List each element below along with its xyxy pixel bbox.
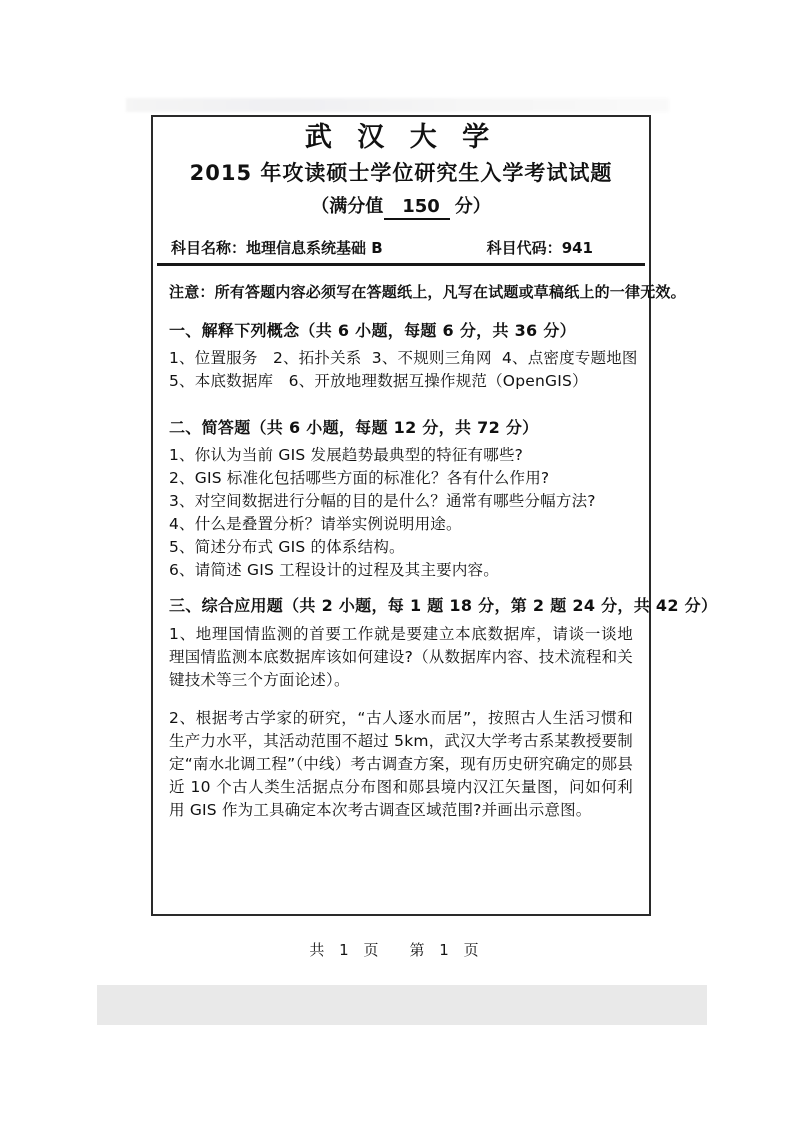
question-paragraph: 1、地理国情监测的首要工作就是要建立本底数据库，请谈一谈地理国情监测本底数据库该如何建设?（从数据库内容、技术流程和关键技术等三个方面论述）。 bbox=[169, 625, 633, 689]
section-short-answer bbox=[169, 416, 633, 582]
full-score-suffix: 分） bbox=[454, 196, 491, 217]
subject-code bbox=[487, 238, 593, 258]
question-line: 2、GIS 标准化包括哪些方面的标准化？各有什么作用? bbox=[169, 469, 550, 487]
subject-name bbox=[171, 238, 383, 258]
notice-text: 注意：所有答题内容必须写在答题纸上，凡写在试题或草稿纸上的一律无效。 bbox=[169, 283, 686, 301]
question-line: 1、位置服务 2、拓扑关系 3、不规则三角网 4、点密度专题地图 bbox=[169, 349, 638, 367]
subject-name-label: 科目名称： bbox=[171, 239, 247, 257]
section-3-heading: 三、综合应用题（共 2 小题，每 1 题 18 分，第 2 题 24 分，共 42 分） bbox=[169, 596, 718, 615]
question-line: 4、什么是叠置分析？请举实例说明用途。 bbox=[169, 515, 462, 533]
exam-title: 2015 年攻读硕士学位研究生入学考试试题 bbox=[189, 161, 613, 185]
scan-artifact-band bbox=[126, 98, 669, 112]
question-line: 5、简述分布式 GIS 的体系结构。 bbox=[169, 538, 405, 556]
scan-footer-band bbox=[97, 985, 707, 1025]
question-line: 6、请简述 GIS 工程设计的过程及其主要内容。 bbox=[169, 561, 499, 579]
question-line: 1、你认为当前 GIS 发展趋势最典型的特征有哪些? bbox=[169, 446, 524, 464]
header-divider-rule bbox=[157, 263, 645, 266]
question-line: 3、对空间数据进行分幅的目的是什么？通常有哪些分幅方法? bbox=[169, 492, 596, 510]
exam-paper-frame bbox=[151, 115, 718, 916]
subject-name-value: 地理信息系统基础 B bbox=[246, 239, 383, 257]
section-2-items bbox=[169, 444, 633, 582]
full-score-line bbox=[169, 195, 633, 220]
question-line: 5、本底数据库 6、开放地理数据互操作规范（OpenGIS） bbox=[169, 372, 588, 390]
section-2-heading: 二、简答题（共 6 小题，每题 12 分，共 72 分） bbox=[169, 418, 539, 437]
section-comprehensive bbox=[169, 594, 718, 822]
subject-code-value: 941 bbox=[561, 239, 593, 257]
question-paragraph: 2、根据考古学家的研究，“古人逐水而居”，按照古人生活习惯和生产力水平，其活动范围不超过 5km，武汉大学考古系某教授要制定“南水北调工程”（中线）考古调查方案，现有历史研究确定的郧县近 10 个古人类生活据点分布图和郧县境内汉江矢量图，问如何利用 GIS 作为工具确定本次考古调查区域范围?并画出示意图。 bbox=[169, 709, 634, 819]
section-definitions bbox=[169, 319, 638, 393]
section-1-heading: 一、解释下列概念（共 6 小题，每题 6 分，共 36 分） bbox=[169, 321, 576, 340]
university-name: 武 汉 大 学 bbox=[304, 122, 498, 153]
page-footer bbox=[0, 938, 793, 962]
current-page-label: 第 1 页 bbox=[409, 941, 484, 959]
total-pages-label: 共 1 页 bbox=[309, 941, 384, 959]
subject-row bbox=[169, 238, 633, 258]
full-score-value: 150 bbox=[384, 196, 450, 220]
full-score-prefix: （满分值 bbox=[311, 196, 384, 217]
section-1-items bbox=[169, 347, 638, 393]
subject-code-label: 科目代码： bbox=[486, 239, 562, 257]
